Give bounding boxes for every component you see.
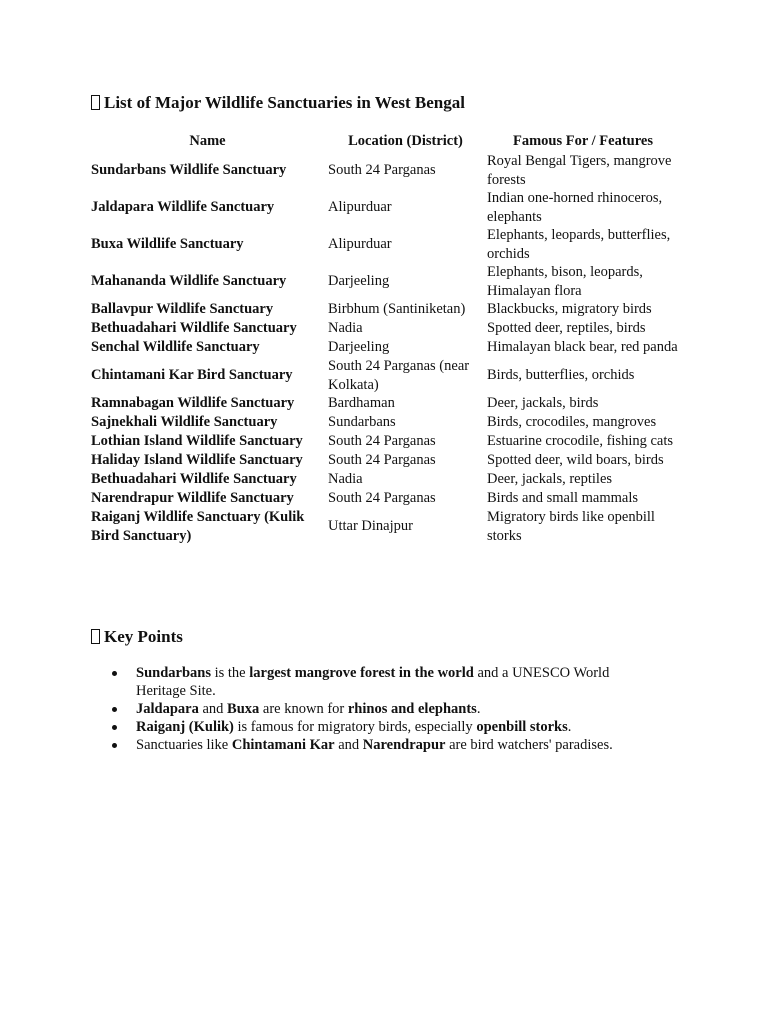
cell-location: Bardhaman xyxy=(328,395,395,412)
list-item xyxy=(91,718,651,736)
bullet-icon xyxy=(112,743,117,748)
table-row xyxy=(89,338,681,357)
cell-name: Sundarbans Wildlife Sanctuary xyxy=(91,162,287,179)
cell-features: Birds, crocodiles, mangroves xyxy=(487,414,657,431)
cell-name: Mahananda Wildlife Sanctuary xyxy=(91,273,287,290)
cell-location: Birbhum (Santiniketan) xyxy=(328,301,466,318)
bold-text: Chintamani Kar xyxy=(231,737,335,753)
cell-location: South 24 Parganas xyxy=(328,162,436,179)
list-item xyxy=(91,700,651,718)
table-row xyxy=(89,226,681,263)
table-row xyxy=(89,489,681,508)
page-title xyxy=(91,93,465,113)
cell-name: Senchal Wildlife Sanctuary xyxy=(91,339,260,356)
bold-text: Narendrapur xyxy=(362,737,446,753)
cell-name: Bethuadahari Wildlife Sanctuary xyxy=(91,320,297,337)
text-segment: Sanctuaries like xyxy=(136,737,232,753)
cell-location: South 24 Parganas xyxy=(328,433,436,450)
table-row xyxy=(89,319,681,338)
cell-location: Alipurduar xyxy=(328,236,392,253)
cell-name: Raiganj Wildlife Sanctuary (Kulik Bird Sanctuary) xyxy=(91,509,305,544)
cell-name: Narendrapur Wildlife Sanctuary xyxy=(91,490,294,507)
list-item xyxy=(91,736,651,754)
bold-text: Buxa xyxy=(227,701,260,717)
cell-features: Migratory birds like openbill storks xyxy=(487,509,655,544)
table-row xyxy=(89,470,681,489)
page-title-text: List of Major Wildlife Sanctuaries in West Bengal xyxy=(104,93,465,112)
cell-name: Jaldapara Wildlife Sanctuary xyxy=(91,199,275,216)
table-row xyxy=(89,394,681,413)
missing-glyph-icon xyxy=(91,95,100,110)
text-segment: are known for xyxy=(259,701,348,717)
cell-name: Buxa Wildlife Sanctuary xyxy=(91,236,244,253)
cell-location: Darjeeling xyxy=(328,339,390,356)
cell-location: Alipurduar xyxy=(328,199,392,216)
cell-location: South 24 Parganas xyxy=(328,452,436,469)
cell-features: Elephants, bison, leopards, Himalayan flora xyxy=(487,264,643,299)
cell-name: Bethuadahari Wildlife Sanctuary xyxy=(91,471,297,488)
list-item xyxy=(91,664,651,700)
key-points-list xyxy=(91,664,651,754)
table-header-row xyxy=(89,132,681,152)
column-header-name: Name xyxy=(189,133,226,150)
table-row xyxy=(89,451,681,470)
table-row xyxy=(89,189,681,226)
cell-features: Deer, jackals, reptiles xyxy=(487,471,613,488)
table-body xyxy=(89,152,681,545)
cell-location: South 24 Parganas (near Kolkata) xyxy=(328,358,470,393)
cell-name: Haliday Island Wildlife Sanctuary xyxy=(91,452,303,469)
cell-location: Nadia xyxy=(328,471,363,488)
cell-name: Sajnekhali Wildlife Sanctuary xyxy=(91,414,278,431)
text-segment: are bird watchers' paradises. xyxy=(445,737,613,753)
cell-features: Birds and small mammals xyxy=(487,490,639,507)
text-segment: is famous for migratory birds, especially xyxy=(233,719,477,735)
cell-features: Elephants, leopards, butterflies, orchids xyxy=(487,227,671,262)
bold-text: largest mangrove forest in the world xyxy=(249,665,474,681)
missing-glyph-icon xyxy=(91,629,100,644)
cell-features: Deer, jackals, birds xyxy=(487,395,599,412)
cell-features: Birds, butterflies, orchids xyxy=(487,367,635,384)
table-row xyxy=(89,152,681,189)
cell-features: Estuarine crocodile, fishing cats xyxy=(487,433,674,450)
cell-features: Indian one-horned rhinoceros, elephants xyxy=(487,190,663,225)
key-points-heading-text: Key Points xyxy=(104,627,183,646)
cell-features: Spotted deer, reptiles, birds xyxy=(487,320,646,337)
bold-text: openbill storks xyxy=(476,719,568,735)
cell-name: Chintamani Kar Bird Sanctuary xyxy=(91,367,293,384)
cell-features: Himalayan black bear, red panda xyxy=(487,339,678,356)
text-segment: and xyxy=(334,737,363,753)
table-row xyxy=(89,432,681,451)
cell-features: Royal Bengal Tigers, mangrove forests xyxy=(487,153,672,188)
cell-location: Uttar Dinajpur xyxy=(328,518,413,535)
bullet-icon xyxy=(112,671,117,676)
cell-location: Nadia xyxy=(328,320,363,337)
text-segment: is the xyxy=(210,665,250,681)
cell-name: Ballavpur Wildlife Sanctuary xyxy=(91,301,274,318)
text-segment: and a UNESCO World Heritage Site. xyxy=(136,665,610,699)
table-row xyxy=(89,413,681,432)
cell-location: South 24 Parganas xyxy=(328,490,436,507)
text-segment: . xyxy=(476,701,481,717)
sanctuaries-table xyxy=(89,132,681,545)
cell-location: Darjeeling xyxy=(328,273,390,290)
cell-name: Ramnabagan Wildlife Sanctuary xyxy=(91,395,295,412)
table-row xyxy=(89,300,681,319)
cell-features: Blackbucks, migratory birds xyxy=(487,301,652,318)
bold-text: Sundarbans xyxy=(136,665,211,681)
column-header-features: Famous For / Features xyxy=(512,133,653,150)
cell-location: Sundarbans xyxy=(328,414,396,431)
table-row xyxy=(89,357,681,394)
table-row xyxy=(89,263,681,300)
table-row xyxy=(89,508,681,545)
column-header-location: Location (District) xyxy=(348,133,463,150)
cell-features: Spotted deer, wild boars, birds xyxy=(487,452,664,469)
cell-name: Lothian Island Wildlife Sanctuary xyxy=(91,433,303,450)
bold-text: Jaldapara xyxy=(136,701,199,717)
text-segment: . xyxy=(567,719,572,735)
bullet-icon xyxy=(112,725,117,730)
text-segment: and xyxy=(198,701,228,717)
bold-text: Raiganj (Kulik) xyxy=(136,719,234,735)
bold-text: rhinos and elephants xyxy=(347,701,477,717)
key-points-heading xyxy=(91,627,183,647)
bullet-icon xyxy=(112,707,117,712)
